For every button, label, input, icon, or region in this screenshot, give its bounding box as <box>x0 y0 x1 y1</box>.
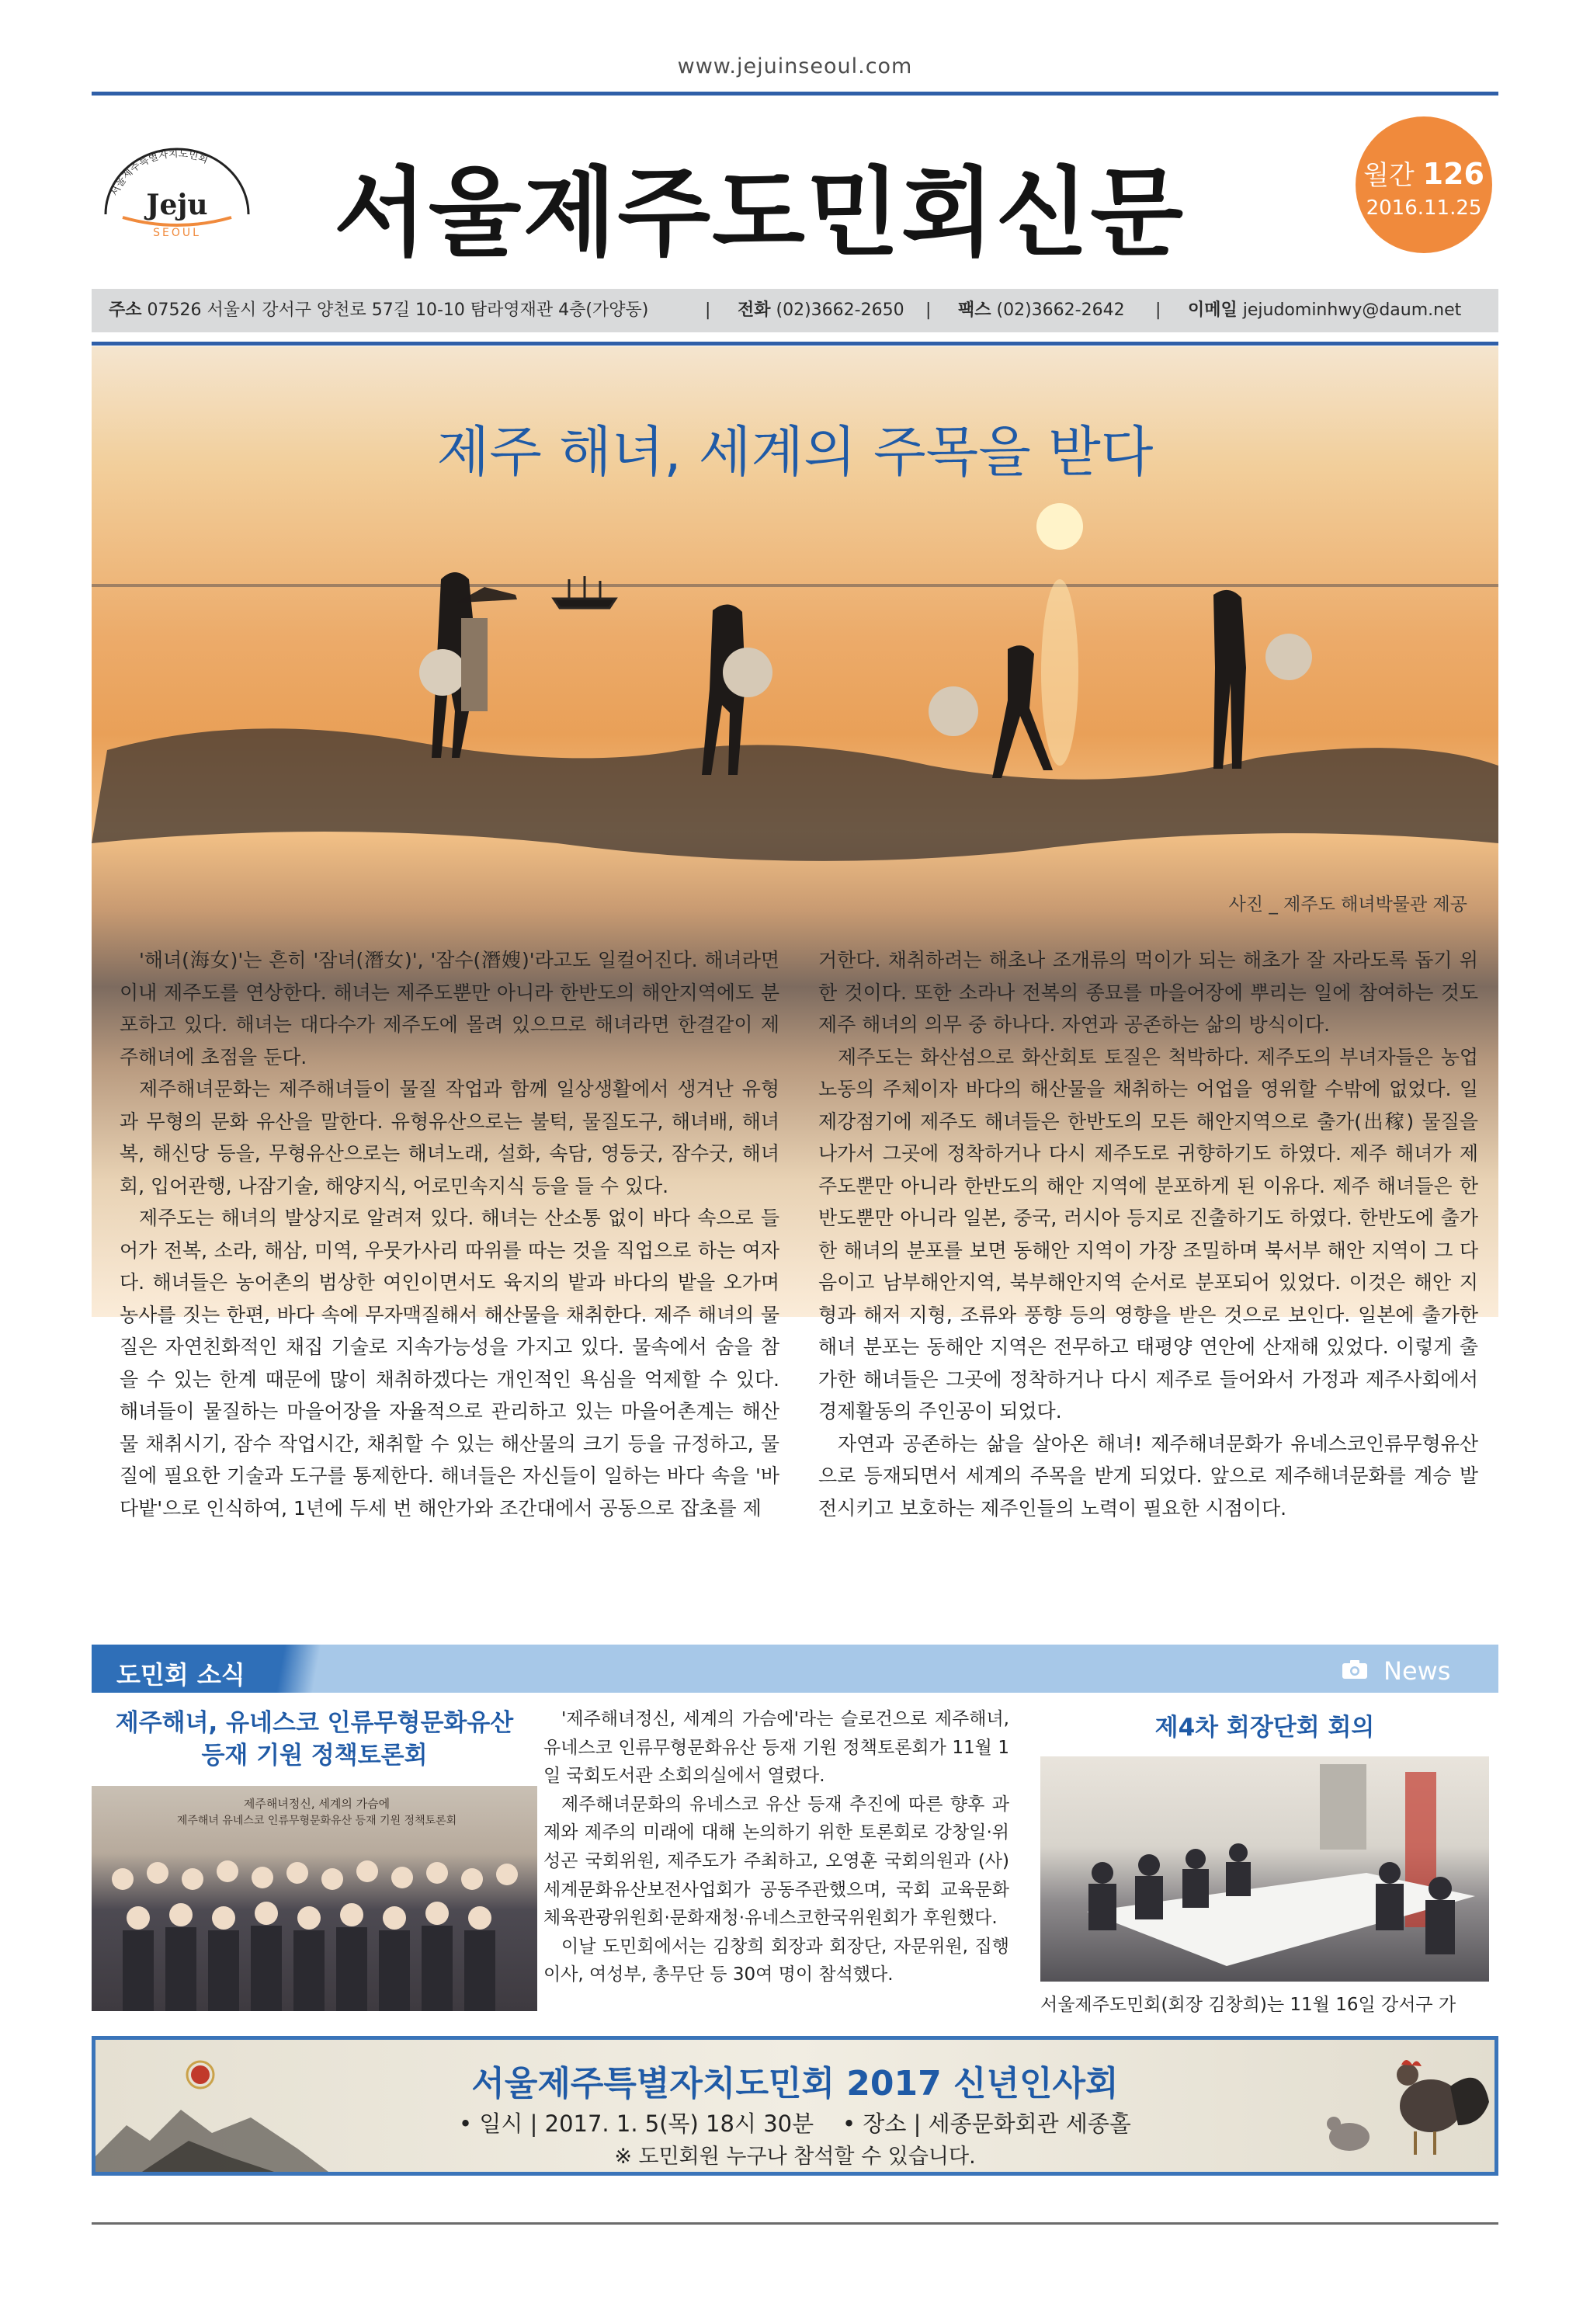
feature-article <box>92 346 1498 1520</box>
news-item1-title-line: 등재 기원 정책토론회 <box>201 1742 428 1770</box>
news-item1-title-line: 제주해녀, 유네스코 인류무형문화유산 <box>115 1709 514 1737</box>
rocky-shore <box>92 728 1498 861</box>
feature-left-column <box>120 944 779 1524</box>
meeting-scene <box>1040 1756 1489 1982</box>
address-label: 주소 <box>109 300 142 320</box>
address-text: 07526 서울시 강서구 양천로 57길 10-10 탐라영재관 4층(가양동) <box>147 300 649 320</box>
phone-number[interactable]: (02)3662-2650 <box>776 300 904 320</box>
feature-paragraph: 제주해녀문화는 제주해녀들이 물질 작업과 함께 일상생활에서 생겨난 유형과 무형의 문화 유산을 말한다. 유형유산으로는 불턱, 물질도구, 해녀배, 해녀복, 해신당 등을, 무형유산으로는 해녀노래, 설화, 속담, 영등굿, 잠수굿, 해녀회, 입어관행, 나잠기술, 해양지식, 어로민속지식 등을 들 수 있다. <box>120 1078 779 1197</box>
news-item1-paragraph: 제주해녀문화의 유네스코 유산 등재 추진에 따른 향후 과제와 제주의 미래에 대해 논의하기 위한 토론회로 강창일·위성곤 국회위원, 제주도가 주최하고, 오영훈 국회의원과 (사)세계문화유산보전사업회가 공동주관했으며, 국회 교육문화체육관광위원회·문화재청·유네스코한국위원회가 후원했다. <box>543 1794 1009 1929</box>
event-title: 서울제주특별자치도민회 2017 신년인사회 <box>471 2064 1119 2103</box>
group-people <box>92 1786 537 2011</box>
forum-banner-line: 제주해녀정신, 세계의 가슴에 <box>243 1797 391 1811</box>
haenyeo-silhouettes <box>419 572 1312 778</box>
meeting-photo <box>1040 1756 1489 1982</box>
jeju-logo <box>92 140 262 241</box>
news-section-label: News <box>1383 1656 1451 1686</box>
issue-number: 126 <box>1422 157 1484 191</box>
separator: | <box>705 300 711 320</box>
event-place-value: 세종문화회관 세종홀 <box>928 2110 1131 2137</box>
forum-group-photo <box>92 1786 537 2011</box>
masthead-title: 서울제주도민회신문 <box>334 158 1186 269</box>
info-rule <box>92 342 1498 346</box>
event-date-value: 2017. 1. 5(목) 18시 30분 <box>544 2110 814 2137</box>
top-rule <box>92 92 1498 96</box>
event-details <box>95 2107 1495 2138</box>
feature-paragraph: 자연과 공존하는 삶을 살아온 해녀! 제주해녀문화가 유네스코인류무형유산으로 등재되면서 세계의 주목을 받게 되었다. 앞으로 제주해녀문화를 계승 발전시키고 보호하는 제주인들의 노력이 필요한 시점이다. <box>818 1432 1478 1520</box>
issue-badge <box>1356 116 1492 253</box>
feature-paragraph: 제주도는 해녀의 발상지로 알려져 있다. 해녀는 산소통 없이 바다 속으로 들어가 전복, 소라, 해삼, 미역, 우뭇가사리 따위를 따는 것을 직업으로 하는 여자다. 해녀들은 농어촌의 범상한 여인이면서도 육지의 밭과 바다의 밭을 오가며 농사를 짓는 한편, 바다 속에 무자맥질해서 해산물을 채취한다. 제주 해녀의 물질은 자연친화적인 채집 기술로 지속가능성을 가지고 있다. 물속에서 숨을 참을 수 있는 한계 때문에 많이 채취하겠다는 개인적인 욕심을 억제할 수 있다. 해녀들이 물질하는 마을어장을 자율적으로 관리하고 있는 마을어촌계는 해산물 채취시기, 잠수 작업시간, 채취할 수 있는 해산물의 크기 등을 규정하고, 물질에 필요한 기술과 도구를 통제한다. 해녀들은 자신들이 일하는 바다 속을 '바다밭'으로 인식하여, 1년에 두세 번 해안가와 조간대에서 공동으로 잡초를 제 <box>120 1207 779 1520</box>
new-year-event-ad[interactable] <box>92 2036 1498 2176</box>
sun-icon <box>1036 503 1083 550</box>
camera-icon <box>1342 1659 1368 1680</box>
news-item1-title <box>92 1707 537 1772</box>
logo-ring-text: 서울제주특별자치도민회 <box>109 148 210 198</box>
issue-label: 월간 <box>1363 160 1415 191</box>
event-place-label: • 장소 <box>842 2110 907 2137</box>
bottom-rule <box>92 2222 1498 2225</box>
feature-paragraph: '해녀(海女)'는 흔히 '잠녀(潛女)', '잠수(潛嫂)'라고도 일컬어진다. 해녀라면 이내 제주도를 연상한다. 해녀는 제주도뿐만 아니라 한반도의 해안지역에도 분포하고 있다. 해녀는 대다수가 제주도에 몰려 있으므로 해녀라면 한결같이 제주해녀에 초점을 둔다. <box>120 949 779 1068</box>
logo-emblem <box>92 140 262 241</box>
feature-headline: 제주 해녀, 세계의 주목을 받다 <box>436 420 1154 484</box>
feature-right-column <box>818 944 1478 1524</box>
news-item1-paragraph: 이날 도민회에서는 김창희 회장과 회장단, 자문위원, 집행이사, 여성부, 총무단 등 30여 명이 참석했다. <box>543 1936 1009 1985</box>
separator: | <box>925 300 932 320</box>
news-item2-caption: 서울제주도민회(회장 김창희)는 11월 16일 강서구 가 <box>1040 1995 1456 2015</box>
news-item1-paragraph: '제주해녀정신, 세계의 가슴에'라는 슬로건으로 제주해녀, 유네스코 인류무형문화유산 등재 기원 정책토론회가 11월 1일 국회도서관 소회의실에서 열렸다. <box>543 1709 1009 1787</box>
event-separator: | <box>913 2110 922 2137</box>
website-url[interactable]: www.jejuinseoul.com <box>677 54 913 78</box>
feature-paragraph: 제주도는 화산섬으로 화산회토 토질은 척박하다. 제주도의 부녀자들은 농업 노동의 주체이자 바다의 해산물을 채취하는 어업을 영위할 수밖에 없었다. 일제강점기에 제주도 해녀들은 한반도의 모든 해안지역으로 출가(出稼) 물질을 나가서 그곳에 정착하거나 다시 제주도로 귀향하기도 하였다. 제주 해녀가 제주도뿐만 아니라 한반도의 해안 지역에 분포하게 된 이유다. 제주 해녀들은 한반도뿐만 아니라 일본, 중국, 러시아 등지로 진출하기도 하였다. 한반도에 출가한 해녀의 분포를 보면 동해안 지역이 가장 조밀하며 북서부 해안 지역이 그 다음이고 남부해안지역, 북부해안지역 순서로 분포되어 있었다. 이것은 해안 지형과 해저 지형, 조류와 풍향 등의 영향을 받은 것으로 보인다. 일본에 출가한 해녀 분포는 동해안 지역은 전무하고 태평양 연안에 산재해 있었다. 이렇게 출가한 해녀들은 그곳에 정착하거나 다시 제주로 들어와서 가정과 제주사회에서 경제활동의 주인공이 되었다. <box>818 1045 1478 1423</box>
logo-sub: SEOUL <box>153 227 201 239</box>
phone-label: 전화 <box>738 300 771 320</box>
fax-number: (02)3662-2642 <box>996 300 1125 320</box>
event-note: ※ 도민회원 누구나 참석할 수 있습니다. <box>614 2145 976 2169</box>
feature-paragraph: 거한다. 채취하려는 해초나 조개류의 먹이가 되는 해초가 잘 자라도록 돕기 위한 것이다. 또한 소라나 전복의 종묘를 마을어장에 뿌리는 일에 참여하는 것도 제주 해녀의 의무 중 하나다. 자연과 공존하는 삶의 방식이다. <box>818 949 1478 1036</box>
issue-date: 2016.11.25 <box>1366 196 1482 220</box>
contact-bar <box>92 289 1498 332</box>
separator: | <box>1155 300 1161 320</box>
forum-banner-line: 제주해녀 유네스코 인류무형문화유산 등재 기원 정책토론회 <box>176 1815 457 1827</box>
email-address[interactable]: jejudominhwy@daum.net <box>1242 300 1462 320</box>
event-separator: | <box>529 2110 538 2137</box>
news-item1-body <box>543 1705 1009 1989</box>
news-section-title: 도민회 소식 <box>116 1660 245 1690</box>
news-item2-title: 제4차 회장단회 회의 <box>1154 1714 1375 1742</box>
photo-credit: 사진 _ 제주도 해녀박물관 제공 <box>1228 895 1467 915</box>
email-label: 이메일 <box>1188 300 1238 320</box>
fax-label: 팩스 <box>958 300 991 320</box>
event-date-label: • 일시 <box>459 2110 523 2137</box>
logo-mark: Jeju <box>146 189 208 221</box>
